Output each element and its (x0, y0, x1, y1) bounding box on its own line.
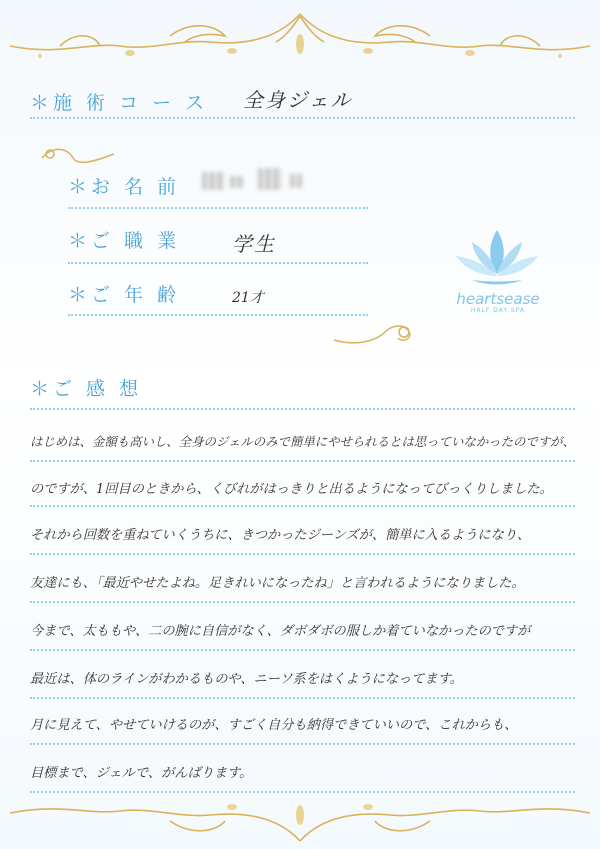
line-divider (30, 505, 575, 507)
line-divider (30, 553, 575, 555)
job-divider (68, 262, 368, 264)
logo-wordmark: heartsease (456, 290, 540, 308)
name-redacted (258, 168, 282, 190)
right-flourish (330, 318, 420, 352)
bottom-ornament (0, 795, 600, 849)
line-divider (30, 743, 575, 745)
line-divider (30, 460, 575, 462)
age-label: ＊ご 年 齢 (68, 284, 181, 306)
impression-line: 月に見えて、やせていけるのが、すごく自分も納得できていいので、これからも、 (30, 718, 518, 733)
course-divider (30, 117, 575, 119)
logo-subtitle: HALF DAY SPA (470, 307, 526, 314)
line-divider (30, 791, 575, 793)
impression-label: ＊ご 感 想 (30, 378, 143, 400)
left-flourish (38, 140, 118, 170)
job-value: 学生 (232, 232, 276, 256)
name-label: ＊お 名 前 (68, 176, 181, 198)
impression-line: 最近は、体のラインがわかるものや、ニーソ系をはくようになってます。 (30, 672, 463, 687)
impression-divider (30, 408, 575, 410)
course-value: 全身ジェル (243, 88, 353, 112)
age-value: 21才 (232, 290, 264, 306)
impression-line: それから回数を重ねていくうちに、きつかったジーンズが、簡単に入るようになり、 (30, 528, 531, 543)
impression-line: 目標まで、ジェルで、がんばります。 (30, 766, 253, 781)
top-ornament (0, 6, 600, 76)
impression-line: のですが、1回目のときから、くびれがはっきりと出るようになってびっくりしました。 (30, 482, 553, 497)
name-redacted (290, 174, 302, 188)
name-redacted (230, 176, 244, 188)
name-divider (68, 207, 368, 209)
job-label: ＊ご 職 業 (68, 230, 181, 252)
lotus-logo-icon (452, 222, 542, 292)
course-label: ＊施 術 コ ー ス (30, 92, 209, 114)
line-divider (30, 697, 575, 699)
impression-line: 今まで、太ももや、二の腕に自信がなく、ダボダボの服しか着ていなかったのですが (30, 624, 531, 639)
line-divider (30, 601, 575, 603)
line-divider (30, 649, 575, 651)
impression-line: はじめは、金額も高いし、全身のジェルのみで簡単にやせられるとは思っていなかったのですが、 (30, 434, 575, 449)
impression-line: 友達にも、「最近やせたよね。足きれいになったね」と言われるようになりました。 (30, 576, 525, 591)
name-redacted (202, 172, 224, 190)
age-divider (68, 314, 368, 316)
